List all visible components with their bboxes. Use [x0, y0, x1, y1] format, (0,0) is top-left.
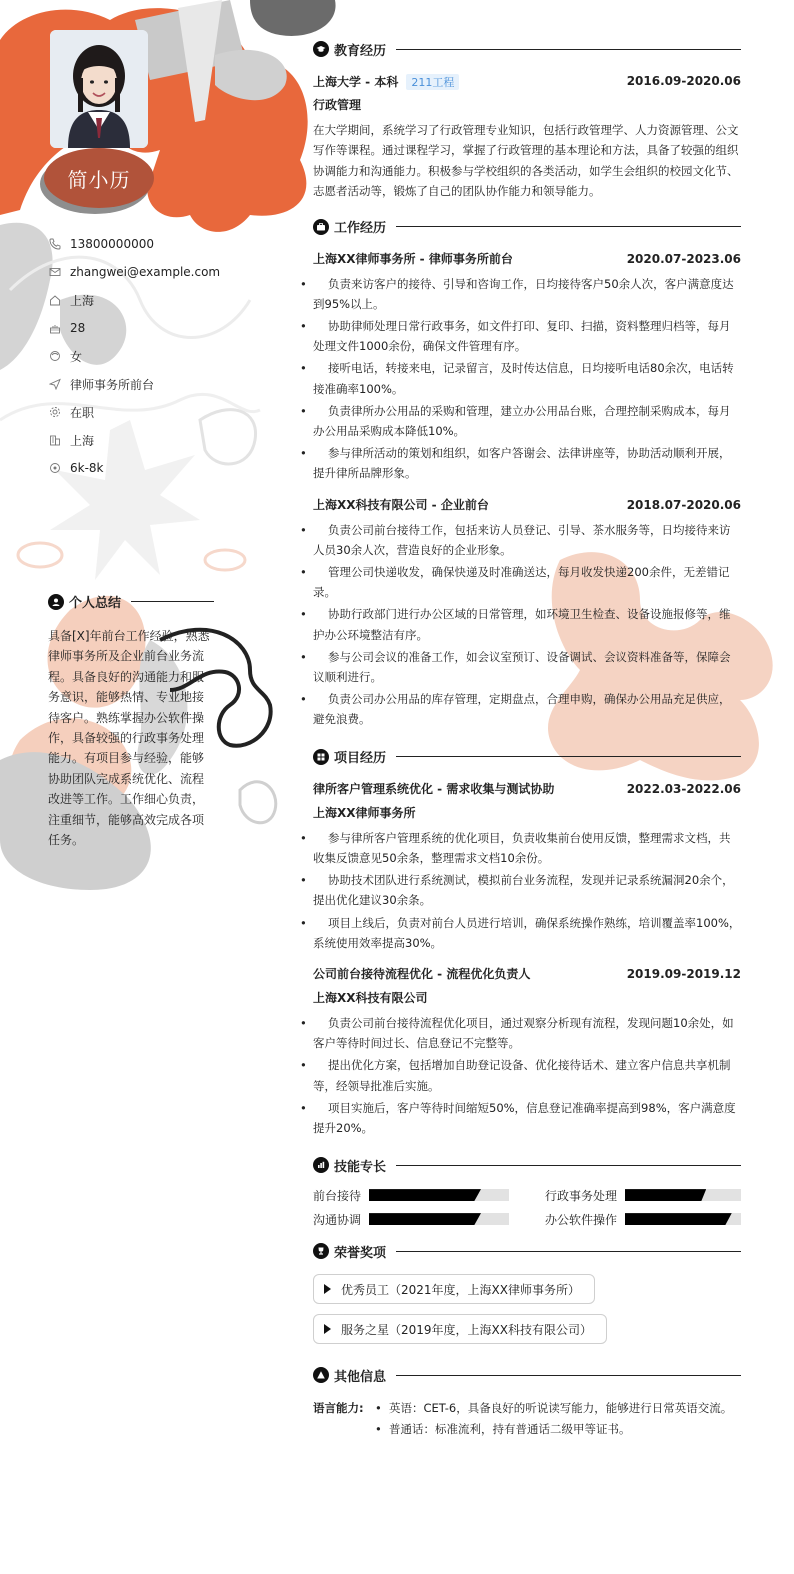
other-title: 其他信息 — [334, 1369, 387, 1385]
list-item: • 协助行政部门进行办公区域的日常管理，如环境卫生检查、设备设施报修等，维护办公环境整洁有序。 — [313, 604, 741, 644]
list-item: • 参与律所活动的策划和组织，如客户答谢会、法律讲座等，协助活动顺利开展，提升律所品牌形象。 — [313, 443, 741, 483]
list-item: • 英语：CET-6，具备良好的听说读写能力，能够进行日常英语交流。 — [371, 1398, 732, 1419]
skills-title: 技能专长 — [334, 1159, 387, 1175]
skills-heading — [313, 1154, 741, 1176]
summary-title: 个人总结 — [69, 596, 122, 611]
info-position — [48, 370, 248, 398]
skill-bar-fill — [625, 1189, 706, 1201]
project-title: 公司前台接待流程优化 - 流程优化负责人 — [313, 967, 531, 982]
list-item: • 负责律所办公用品的采购和管理，建立办公用品台账，合理控制采购成本，每月办公用品采购成本降低10%。 — [313, 401, 741, 441]
award-text: 服务之星（2019年度，上海XX科技有限公司） — [341, 1322, 592, 1337]
settings-icon — [48, 405, 62, 419]
profile-photo — [50, 30, 148, 148]
awards-heading — [313, 1240, 741, 1262]
gray-dark-blob-decoration — [250, 0, 336, 36]
job-title: 上海XX科技有限公司 - 企业前台 — [313, 498, 489, 513]
info-gender — [48, 342, 248, 370]
language-list — [371, 1398, 732, 1440]
left-column — [0, 0, 260, 1574]
send-icon — [48, 377, 62, 391]
list-item: • 负责公司前台接待工作，包括来访人员登记、引导、茶水服务等，日均接待来访人员30余人次，营造良好的企业形象。 — [313, 520, 741, 560]
info-age — [48, 314, 248, 342]
skill-item — [313, 1188, 509, 1202]
mail-icon — [48, 265, 62, 279]
skill-item — [545, 1188, 741, 1202]
skill-bar — [625, 1189, 741, 1201]
project-items — [313, 1013, 741, 1138]
project-date: 2022.03-2022.06 — [626, 781, 741, 796]
briefcase-icon — [313, 219, 329, 235]
awards-title: 荣誉奖项 — [334, 1245, 387, 1261]
education-entry-head — [313, 72, 741, 90]
home-icon — [48, 293, 62, 307]
work-entry — [313, 250, 741, 484]
award-item — [313, 1314, 607, 1344]
salary-icon — [48, 461, 62, 475]
play-icon — [324, 1284, 331, 1294]
projects-heading — [313, 746, 741, 768]
list-item: • 协助律师处理日常行政事务，如文件打印、复印、扫描，资料整理归档等，每月处理文件1000余份，确保文件管理有序。 — [313, 316, 741, 356]
info-phone — [48, 230, 248, 258]
info-location — [48, 286, 248, 314]
language-row — [313, 1398, 741, 1440]
skills-grid — [313, 1188, 741, 1226]
work-title: 工作经历 — [334, 221, 387, 237]
project-entry — [313, 780, 741, 953]
info-salary — [48, 454, 248, 482]
skill-item — [545, 1212, 741, 1226]
work-heading — [313, 216, 741, 238]
list-item: • 协助技术团队进行系统测试，模拟前台业务流程，发现并记录系统漏洞20余个，提出优化建议30余条。 — [313, 870, 741, 910]
job-duties — [313, 520, 741, 730]
education-major: 行政管理 — [313, 98, 362, 112]
divider — [396, 1375, 741, 1376]
list-item: • 接听电话，转接来电，记录留言，及时传达信息，日均接听电话80余次，电话转接准确率100%。 — [313, 358, 741, 398]
list-item: • 提出优化方案，包括增加自助登记设备、优化接待话术、建立客户信息共享机制等，经领导批准后实施。 — [313, 1055, 741, 1095]
avatar — [50, 30, 148, 148]
list-item: • 参与公司会议的准备工作，如会议室预订、设备调试、会议资料准备等，保障会议顺利进行。 — [313, 647, 741, 687]
skill-name: 办公软件操作 — [545, 1212, 618, 1227]
education-description: 在大学期间，系统学习了行政管理专业知识，包括行政管理学、人力资源管理、公文写作等课程。通过课程学习，掌握了行政管理的基本理论和方法，具备了较强的组织协调能力和沟通能力。积极参与学校组织的各类活动，如学生会组织的校园文化节、志愿者活动等，锻炼了自己的团队协作能力和领导能力。 — [313, 123, 739, 199]
trophy-icon — [313, 1243, 329, 1259]
list-item: • 项目上线后，负责对前台人员进行培训，确保系统操作熟练，培训覆盖率100%，系统使用效率提高30%。 — [313, 913, 741, 953]
summary-heading — [48, 592, 214, 611]
job-duties — [313, 274, 741, 484]
list-item: • 负责公司办公用品的库存管理，定期盘点，合理申购，确保办公用品充足供应，避免浪费。 — [313, 689, 741, 729]
list-item: • 负责公司前台接待流程优化项目，通过观察分析现有流程，发现问题10余处，如客户等待时间过长、信息登记不完整等。 — [313, 1013, 741, 1053]
award-list — [313, 1274, 741, 1354]
education-heading — [313, 38, 741, 60]
summary-text: 具备[X]年前台工作经验，熟悉律师事务所及企业前台业务流程。具备良好的沟通能力和服务意识，能够热情、专业地接待客户。熟练掌握办公软件操作，具备较强的行政事务处理能力。有项目参与经验，能够协助团队完成系统优化、流程改进等工作。工作细心负责，注重细节，能够高效完成各项任务。 — [48, 629, 210, 848]
work-entry — [313, 496, 741, 730]
project-title: 律所客户管理系统优化 - 需求收集与测试协助 — [313, 782, 555, 797]
divider — [396, 226, 741, 227]
other-heading — [313, 1364, 741, 1386]
skill-bar — [369, 1189, 509, 1201]
info-status — [48, 398, 248, 426]
info-text: zhangwei@example.com — [70, 265, 221, 279]
school-name: 上海大学 - 本科 — [313, 74, 399, 89]
skill-bar-fill — [369, 1189, 481, 1201]
phone-icon — [48, 237, 62, 251]
project-entry — [313, 965, 741, 1138]
project-org: 上海XX律师事务所 — [313, 805, 416, 820]
divider — [396, 1165, 741, 1166]
projects-title: 项目经历 — [334, 751, 387, 767]
info-text: 在职 — [70, 405, 95, 420]
education-date: 2016.09-2020.06 — [626, 74, 741, 88]
skill-name: 行政事务处理 — [545, 1188, 618, 1203]
play-icon — [324, 1324, 331, 1334]
chart-icon — [313, 1157, 329, 1173]
list-item: • 参与律所客户管理系统的优化项目，负责收集前台使用反馈，整理需求文档，共收集反馈意见50余条，整理需求文档10余份。 — [313, 828, 741, 868]
skill-bar-fill — [369, 1213, 481, 1225]
building-icon — [48, 433, 62, 447]
award-item — [313, 1274, 595, 1304]
info-text: 上海 — [70, 433, 95, 448]
info-icon — [313, 1367, 329, 1383]
divider — [131, 601, 214, 602]
job-date: 2020.07-2023.06 — [626, 251, 741, 266]
info-text: 上海 — [70, 293, 95, 308]
contact-info — [48, 230, 248, 482]
project-date: 2019.09-2019.12 — [626, 966, 741, 981]
list-item: • 管理公司快递收发，确保快递及时准确送达，每月收发快递200余件，无差错记录。 — [313, 562, 741, 602]
language-label: 语言能力: — [313, 1401, 364, 1416]
project-org: 上海XX科技有限公司 — [313, 990, 428, 1005]
info-text: 女 — [70, 349, 83, 364]
info-email — [48, 258, 248, 286]
divider — [396, 49, 741, 50]
skill-name: 前台接待 — [313, 1188, 362, 1203]
school-tag: 211工程 — [406, 74, 459, 90]
job-date: 2018.07-2020.06 — [626, 497, 741, 512]
award-text: 优秀员工（2021年度，上海XX律师事务所） — [341, 1282, 580, 1297]
gender-icon — [48, 349, 62, 363]
person-icon — [48, 594, 64, 610]
list-item: • 普通话：标准流利，持有普通话二级甲等证书。 — [371, 1419, 732, 1440]
candidate-name: 简小历 — [67, 168, 131, 192]
education-title: 教育经历 — [334, 43, 387, 59]
skill-bar-fill — [625, 1213, 732, 1225]
right-column — [313, 38, 741, 1440]
skill-name: 沟通协调 — [313, 1212, 362, 1227]
info-city — [48, 426, 248, 454]
skill-bar — [369, 1213, 509, 1225]
project-items — [313, 828, 741, 953]
info-text: 28 — [70, 321, 86, 335]
graduation-cap-icon — [313, 41, 329, 57]
list-item: • 项目实施后，客户等待时间缩短50%，信息登记准确率提高到98%，客户满意度提升20%。 — [313, 1098, 741, 1138]
divider — [396, 1251, 741, 1252]
age-icon — [48, 321, 62, 335]
info-text: 13800000000 — [70, 237, 154, 251]
skill-bar — [625, 1213, 741, 1225]
info-text: 6k-8k — [70, 461, 104, 475]
job-title: 上海XX律师事务所 - 律师事务所前台 — [313, 252, 513, 267]
skill-item — [313, 1212, 509, 1226]
divider — [396, 756, 741, 757]
grid-icon — [313, 749, 329, 765]
list-item: • 负责来访客户的接待、引导和咨询工作，日均接待客户50余人次，客户满意度达到95%以上。 — [313, 274, 741, 314]
info-text: 律师事务所前台 — [70, 377, 155, 392]
